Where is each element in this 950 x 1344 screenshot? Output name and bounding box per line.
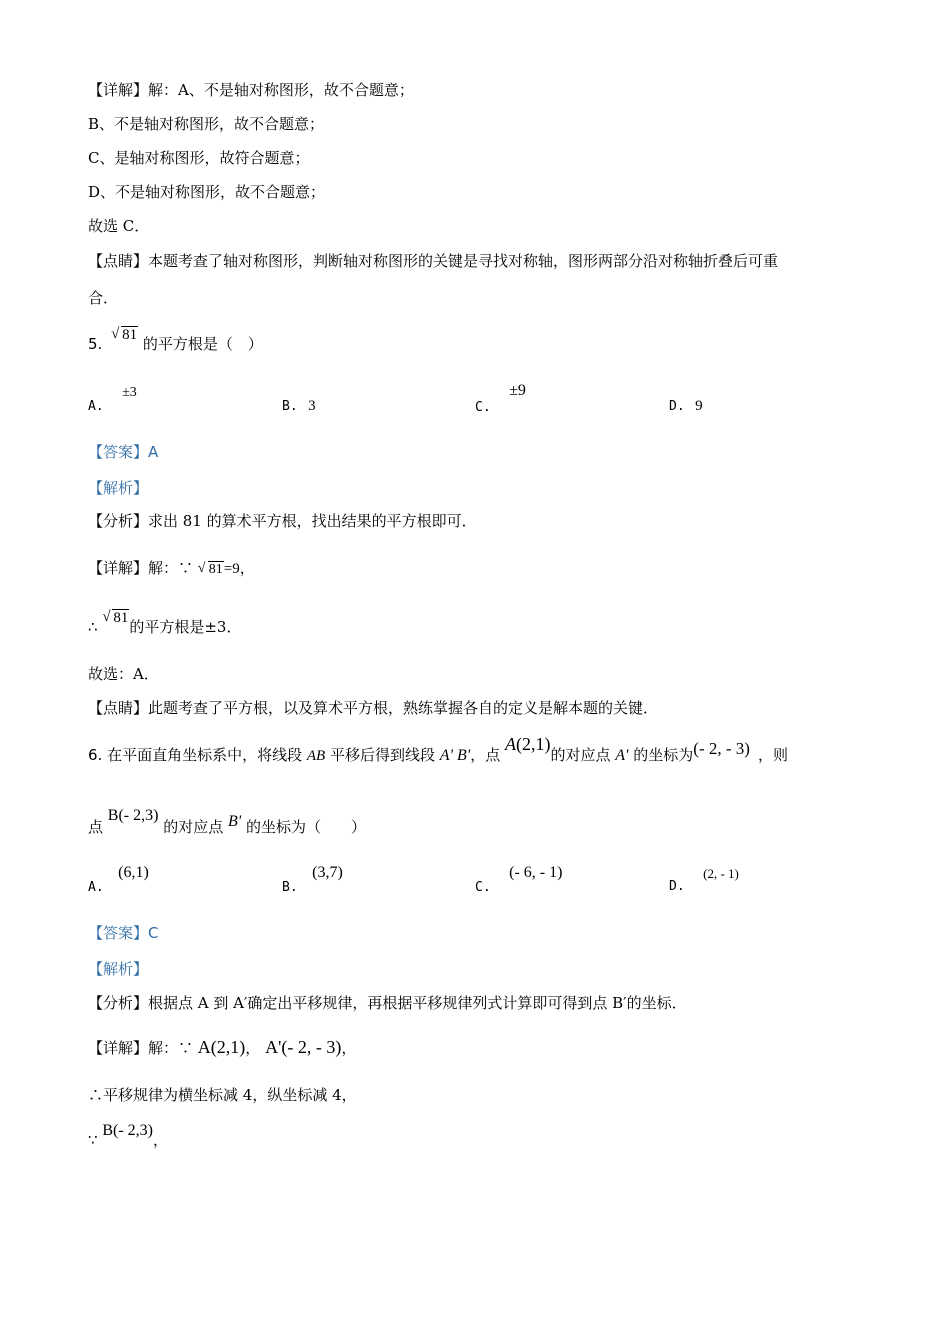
q5-therefore bbox=[88, 609, 242, 638]
q6-option-c[interactable] bbox=[475, 864, 563, 895]
option-value: ±3 bbox=[122, 385, 137, 400]
option-label: C. bbox=[475, 880, 491, 895]
q5-option-b[interactable] bbox=[282, 398, 316, 415]
q4-choice: 故选 C． bbox=[88, 217, 150, 235]
option-label: B. bbox=[282, 880, 298, 895]
answer-value: C bbox=[148, 924, 159, 942]
q6-stem-text: 的对应点 bbox=[163, 818, 224, 836]
detail-prefix: 【详解】解：∵ bbox=[88, 559, 194, 577]
option-value: (6,1) bbox=[118, 864, 149, 881]
q6-stem-text: 的坐标为 bbox=[633, 746, 694, 764]
q5-option-c[interactable] bbox=[475, 382, 526, 415]
q5-choice: 故选：A． bbox=[88, 665, 159, 683]
q6-stem-line2 bbox=[88, 807, 367, 838]
detail-suffix: =9， bbox=[223, 561, 255, 577]
q6-number: 6. bbox=[88, 746, 103, 764]
q6-stem-text: ，点 bbox=[470, 746, 501, 764]
detail-end: ， bbox=[341, 1039, 357, 1057]
q6-because bbox=[88, 1122, 168, 1151]
q6-segment-ab: AB bbox=[306, 748, 326, 764]
detail-point-a-prime: A'(- 2, - 3) bbox=[265, 1037, 342, 1057]
q4-detail-line: 【详解】解：A、不是轴对称图形，故不合题意； bbox=[88, 81, 414, 99]
q4-option-b-note: B、不是轴对称图形，故不合题意； bbox=[88, 115, 325, 133]
q5-sqrt: √ 81 bbox=[111, 326, 138, 343]
q6-option-b[interactable] bbox=[282, 864, 343, 895]
q6-stem-text: 点 bbox=[88, 818, 104, 836]
because-end: ， bbox=[152, 1131, 168, 1149]
detail-sqrt: √ 81 bbox=[197, 561, 223, 577]
detail-point-a: A(2,1) bbox=[197, 1037, 246, 1057]
q4-dianjing-cont: 合． bbox=[88, 289, 119, 307]
q6-point-b-prime: B' bbox=[228, 813, 242, 830]
q5-option-a[interactable] bbox=[88, 384, 137, 414]
q5-dianjing: 【点睛】此题考查了平方根，以及算术平方根，熟练掌握各自的定义是解本题的关键． bbox=[88, 699, 659, 717]
q6-stem-text: 的坐标为（ ） bbox=[246, 818, 367, 836]
detail-prefix: 【详解】解：∵ bbox=[88, 1039, 194, 1057]
q4-option-c-note: C、是轴对称图形，故符合题意； bbox=[88, 149, 310, 167]
q6-fenxi: 【分析】根据点 A 到 A′确定出平移规律，再根据平移规律列式计算即可得到点 B′的坐标． bbox=[88, 994, 687, 1012]
option-value: 9 bbox=[695, 398, 703, 414]
q6-detail bbox=[88, 1037, 356, 1058]
option-label: A. bbox=[88, 880, 104, 895]
q6-segment-ab-prime: A' B' bbox=[439, 747, 471, 764]
answer-tag: 【答案】 bbox=[88, 924, 149, 942]
q5-analysis-tag: 【解析】 bbox=[88, 479, 149, 497]
q6-point-a-prime: A' bbox=[615, 747, 629, 764]
q6-point-a: A(2,1) bbox=[504, 734, 551, 754]
option-value: (2, - 1) bbox=[703, 866, 739, 881]
option-label: C. bbox=[475, 400, 491, 415]
q6-answer bbox=[88, 923, 159, 943]
option-label: A. bbox=[88, 399, 104, 414]
q6-stem-line1 bbox=[88, 734, 788, 766]
because-point-b: B(- 2,3) bbox=[102, 1122, 153, 1139]
q4-dianjing: 【点睛】本题考查了轴对称图形，判断轴对称图形的关键是寻找对称轴，图形两部分沿对称轴折叠后可重 bbox=[88, 252, 779, 270]
option-label: D. bbox=[669, 399, 685, 414]
q6-point-b: B(- 2,3) bbox=[107, 807, 159, 824]
q6-stem-text: 平移后得到线段 bbox=[330, 746, 436, 764]
q6-option-d[interactable] bbox=[669, 866, 739, 894]
therefore-text: 的平方根是±3． bbox=[129, 618, 242, 636]
option-label: B. bbox=[282, 399, 298, 414]
q6-stem-text: ，则 bbox=[757, 746, 788, 764]
q6-rule: ∴平移规律为横坐标减 4，纵坐标减 4， bbox=[88, 1086, 357, 1104]
q5-answer bbox=[88, 442, 158, 462]
option-value: (3,7) bbox=[312, 864, 343, 881]
q4-option-d-note: D、不是轴对称图形，故不合题意； bbox=[88, 183, 326, 201]
q6-option-a[interactable] bbox=[88, 864, 149, 895]
q5-number: 5. bbox=[88, 335, 103, 353]
therefore-sqrt: √ 81 bbox=[102, 609, 129, 626]
detail-sep: ， bbox=[245, 1039, 261, 1057]
option-label: D. bbox=[669, 879, 685, 894]
option-value: (- 6, - 1) bbox=[509, 864, 563, 881]
answer-value: A bbox=[148, 443, 159, 461]
option-value: ±9 bbox=[509, 382, 526, 399]
q5-option-d[interactable] bbox=[669, 398, 703, 415]
q5-fenxi: 【分析】求出 81 的算术平方根，找出结果的平方根即可． bbox=[88, 512, 477, 530]
option-value: 3 bbox=[308, 398, 316, 414]
q5-detail bbox=[88, 558, 255, 580]
q5-stem bbox=[88, 326, 263, 355]
q6-stem-text: 在平面直角坐标系中，将线段 bbox=[107, 746, 303, 764]
q6-stem-text: 的对应点 bbox=[550, 746, 611, 764]
q6-a-prime-coord: (- 2, - 3) bbox=[693, 739, 750, 758]
therefore-symbol: ∴ bbox=[88, 618, 98, 636]
q6-analysis-tag: 【解析】 bbox=[88, 960, 149, 978]
answer-tag: 【答案】 bbox=[88, 443, 149, 461]
q5-stem-text: 的平方根是（ ） bbox=[142, 335, 263, 353]
because-symbol: ∵ bbox=[88, 1131, 98, 1149]
